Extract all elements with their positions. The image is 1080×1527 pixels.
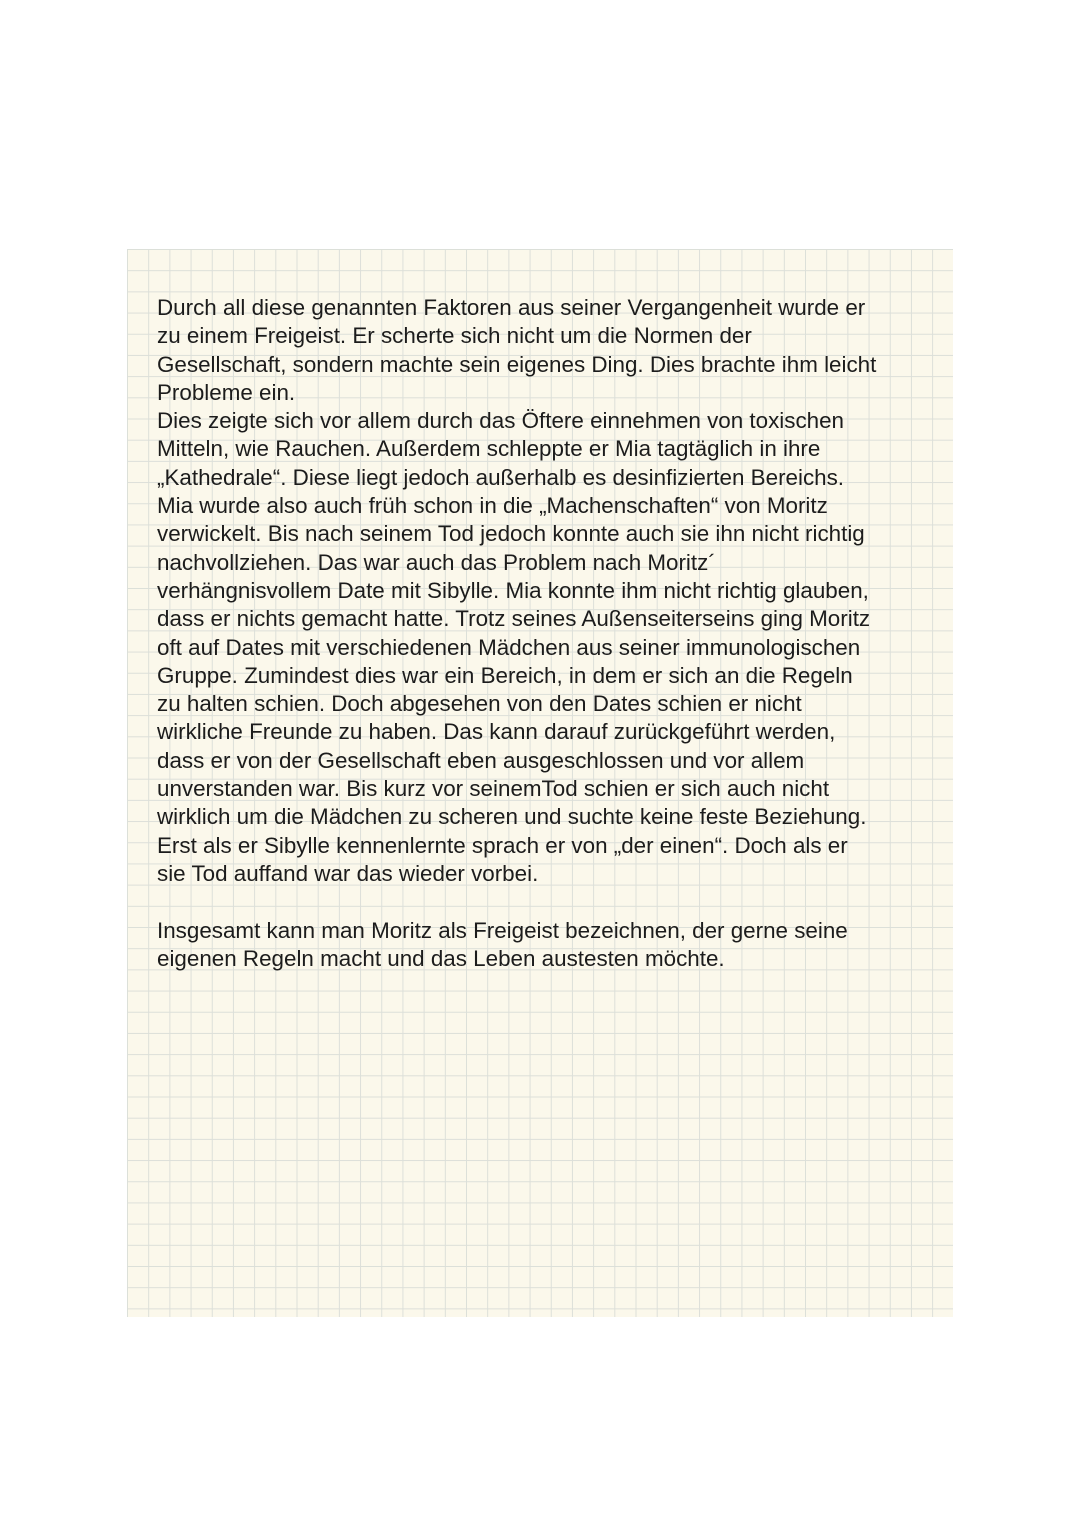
text-line: wirkliche Freunde zu haben. Das kann darauf zurückgeführt werden, [157, 719, 836, 745]
text-line: oft auf Dates mit verschiedenen Mädchen aus seiner immunologischen [157, 634, 861, 660]
text-line: verhängnisvollem Date mit Sibylle. Mia konnte ihm nicht richtig glauben, [157, 577, 869, 603]
text-line: zu halten schien. Doch abgesehen von den Dates schien er nicht [157, 691, 802, 717]
text-line: Mia wurde also auch früh schon in die „Machenschaften“ von Moritz [157, 493, 828, 519]
text-line: wirklich um die Mädchen zu scheren und suchte keine feste Beziehung. [157, 804, 867, 830]
paragraph-2 [157, 917, 937, 974]
text-line: unverstanden war. Bis kurz vor seinemTod schien er sich auch nicht [157, 776, 830, 802]
text-line: „Kathedrale“. Diese liegt jedoch außerhalb es desinfizierten Bereichs. [157, 464, 845, 490]
paragraph-gap [157, 888, 937, 916]
text-line: Mitteln, wie Rauchen. Außerdem schleppte er Mia tagtäglich in ihre [157, 436, 821, 462]
essay-text [157, 294, 937, 973]
text-line: dass er nichts gemacht hatte. Trotz seines Außenseiterseins ging Moritz [157, 606, 871, 632]
text-line: Durch all diese genannten Faktoren aus seiner Vergangenheit wurde er [157, 295, 866, 320]
text-line: Gruppe. Zumindest dies war ein Bereich, in dem er sich an die Regeln [157, 662, 853, 688]
text-line: dass er von der Gesellschaft eben ausgeschlossen und vor allem [157, 747, 805, 773]
text-line: eigenen Regeln macht und das Leben austesten möchte. [157, 945, 725, 971]
text-line: nachvollziehen. Das war auch das Problem nach Moritz´ [157, 549, 716, 575]
text-line: Gesellschaft, sondern machte sein eigenes Ding. Dies brachte ihm leicht [157, 351, 877, 377]
grid-paper-sheet [127, 249, 953, 1317]
text-line: Insgesamt kann man Moritz als Freigeist bezeichnen, der gerne seine [157, 917, 848, 943]
text-line: sie Tod auffand war das wieder vorbei. [157, 860, 539, 886]
text-line: Probleme ein. [157, 379, 296, 405]
text-line: Dies zeigte sich vor allem durch das Öftere einnehmen von toxischen [157, 408, 844, 434]
text-line: Erst als er Sibylle kennenlernte sprach er von „der einen“. Doch als er [157, 832, 848, 858]
text-line: verwickelt. Bis nach seinem Tod jedoch konnte auch sie ihn nicht richtig [157, 521, 865, 547]
text-line: zu einem Freigeist. Er scherte sich nicht um die Normen der [157, 323, 752, 349]
paragraph-1 [157, 294, 937, 888]
